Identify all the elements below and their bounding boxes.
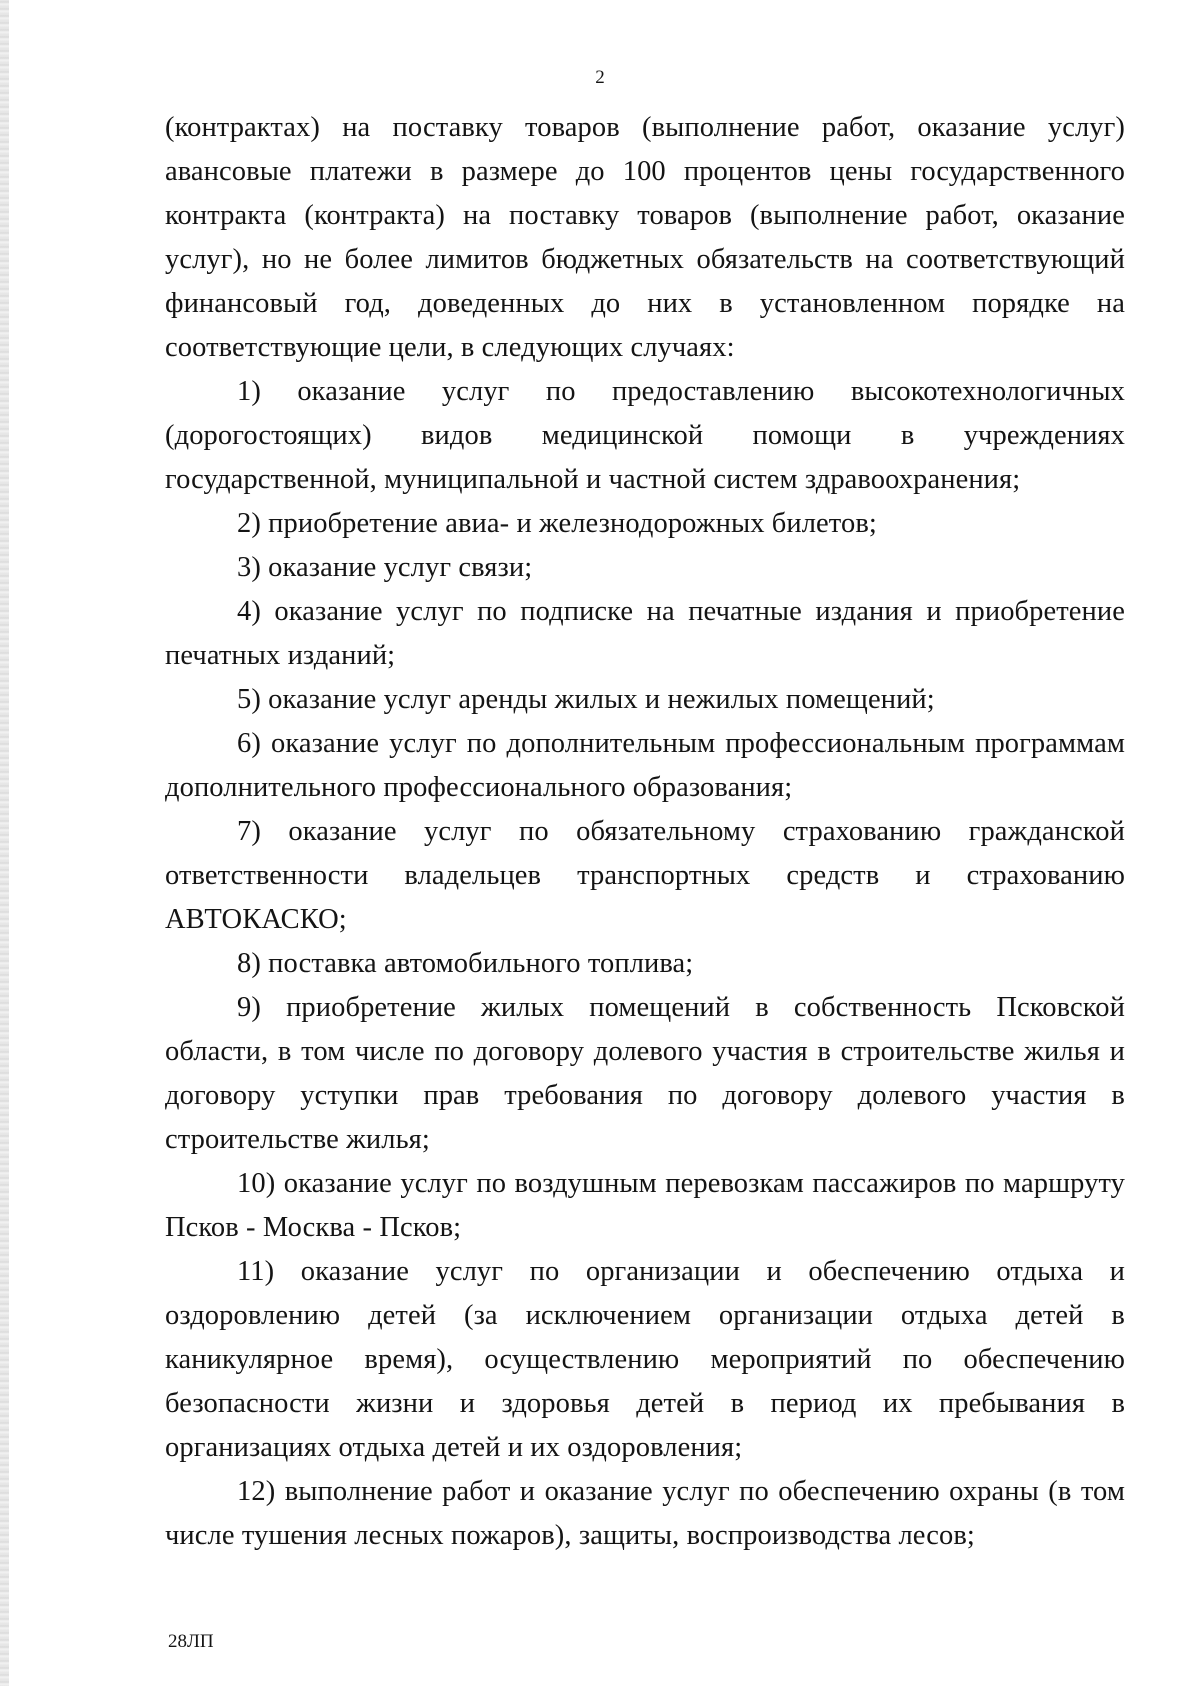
scan-edge	[0, 0, 9, 1686]
list-item-11: 11) оказание услуг по организации и обеспечению отдыха и оздоровлению детей (за исключением организации отдыха детей в каникулярное время), осуществлению мероприятий по обеспечению безопасности жизни и здоровья детей в период их пребывания в организациях отдыха детей и их оздоровления;	[165, 1256, 1125, 1463]
list-item-6: 6) оказание услуг по дополнительным профессиональным программам дополнительного профессионального образования;	[165, 728, 1125, 803]
list-item-12: 12) выполнение работ и оказание услуг по обеспечению охраны (в том числе тушения лесных пожаров), защиты, воспроизводства лесов;	[165, 1476, 1125, 1551]
list-item-7: 7) оказание услуг по обязательному страхованию гражданской ответственности владельцев транспортных средств и страхованию АВТОКАСКО;	[165, 816, 1125, 935]
document-code: 28ЛП	[168, 1631, 214, 1652]
list-item-8: 8) поставка автомобильного топлива;	[237, 948, 694, 979]
list-item-10: 10) оказание услуг по воздушным перевозкам пассажиров по маршруту Псков - Москва - Псков;	[165, 1168, 1125, 1243]
list-item-9: 9) приобретение жилых помещений в собственность Псковской области, в том числе по договору долевого участия в строительстве жилья и договору уступки прав требования по договору долевого участия в строительстве жилья;	[165, 992, 1125, 1155]
list-item-5: 5) оказание услуг аренды жилых и нежилых помещений;	[237, 684, 935, 715]
list-item-1: 1) оказание услуг по предоставлению высокотехнологичных (дорогостоящих) видов медицинской помощи в учреждениях государственной, муниципальной и частной систем здравоохранения;	[165, 376, 1125, 495]
intro-paragraph: (контрактах) на поставку товаров (выполнение работ, оказание услуг) авансовые платежи в размере до 100 процентов цены государственного контракта (контракта) на поставку товаров (выполнение работ, оказание услуг), но не более лимитов бюджетных обязательств на соответствующий финансовый год, доведенных до них в установленном порядке на соответствующие цели, в следующих случаях:	[165, 112, 1125, 363]
list-item-4: 4) оказание услуг по подписке на печатные издания и приобретение печатных изданий;	[165, 596, 1125, 671]
list-item-3: 3) оказание услуг связи;	[237, 552, 533, 583]
page-number: 2	[595, 67, 605, 88]
document-body	[165, 106, 1125, 1558]
list-item-2: 2) приобретение авиа- и железнодорожных билетов;	[237, 508, 877, 539]
